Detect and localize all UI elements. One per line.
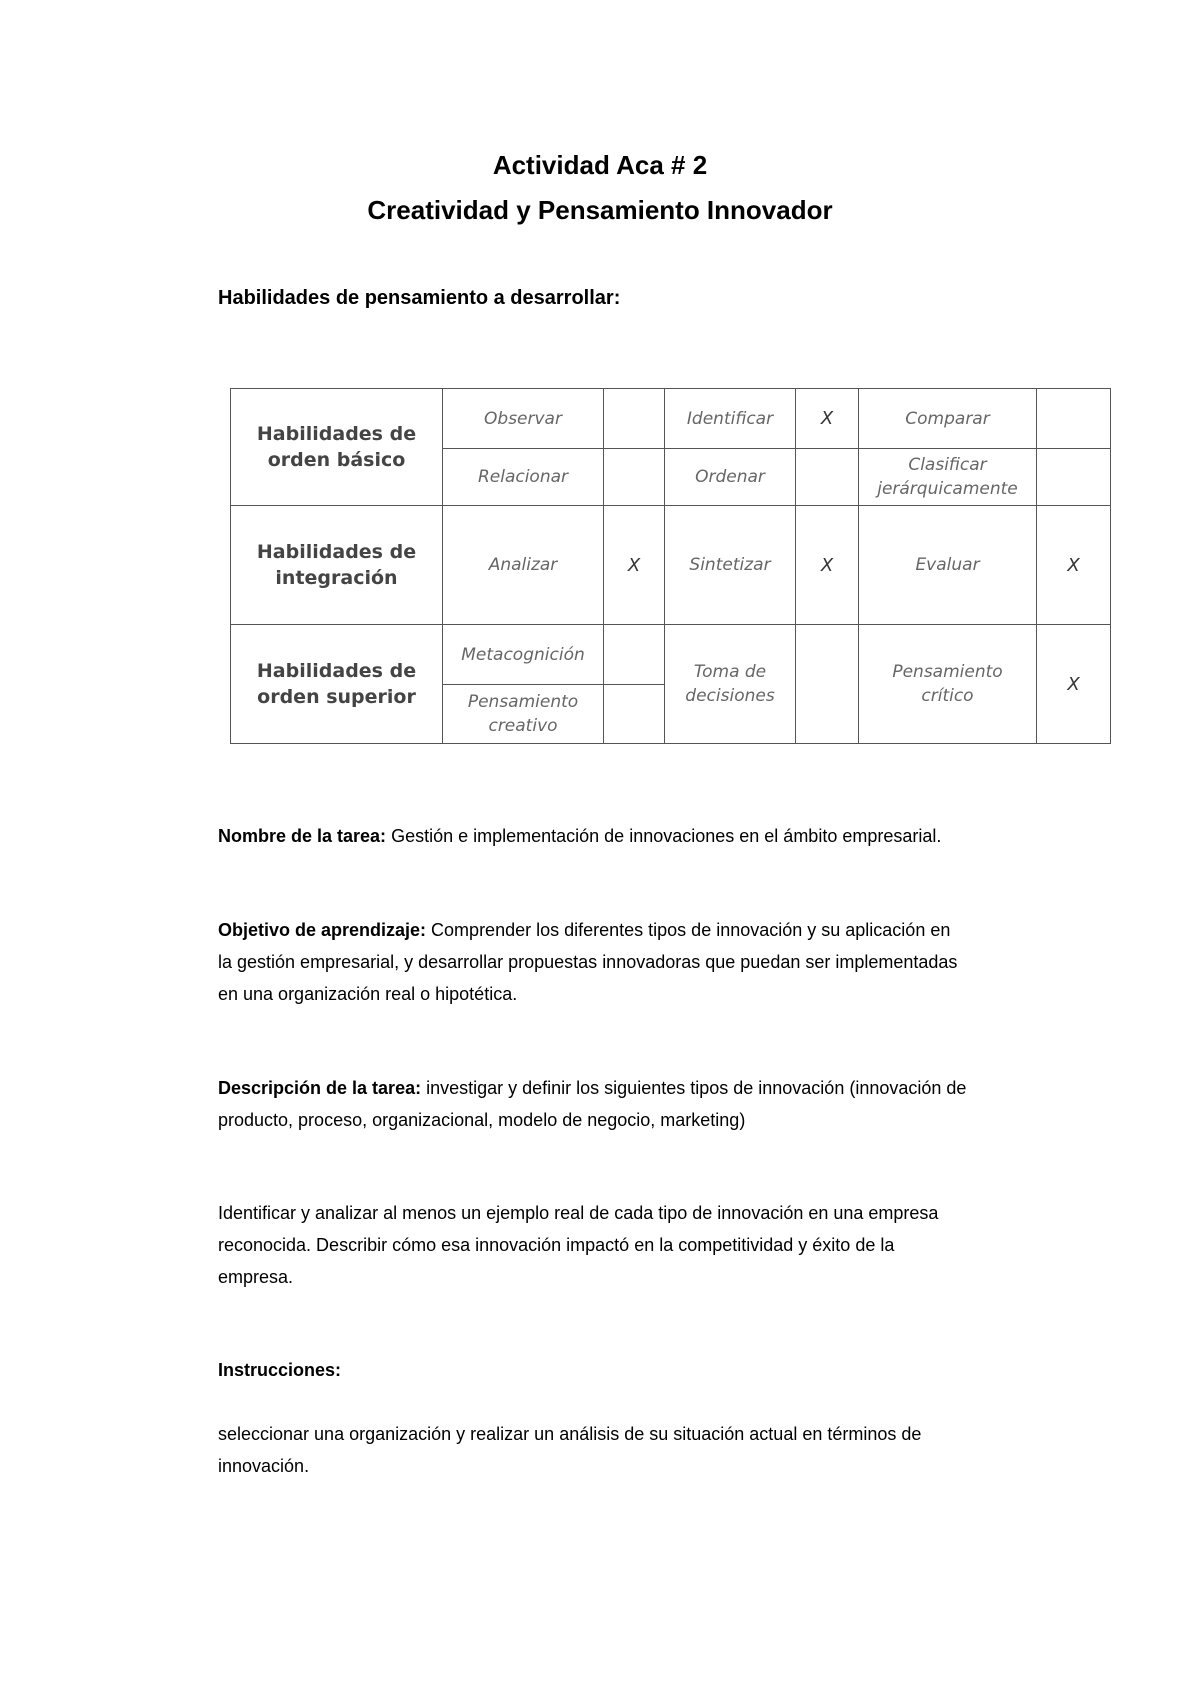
- document-subtitle: Creatividad y Pensamiento Innovador: [367, 195, 833, 225]
- skill-pensamiento-creativo: Pensamiento creativo: [443, 685, 604, 744]
- row-head-superior: Habilidades de orden superior: [231, 625, 443, 744]
- objective-label: Objetivo de aprendizaje:: [218, 920, 427, 940]
- skills-heading: Habilidades de pensamiento a desarrollar:: [218, 287, 621, 309]
- skill-analizar: Analizar: [443, 506, 604, 625]
- skill-relacionar: Relacionar: [443, 449, 604, 506]
- mark-identificar: X: [796, 389, 859, 449]
- mark-ordenar: [796, 449, 859, 506]
- skill-toma-decisiones: Toma de decisiones: [665, 625, 796, 744]
- skill-ordenar: Ordenar: [665, 449, 796, 506]
- description-paragraph: Descripción de la tarea: investigar y definir los siguientes tipos de innovación (innovación de producto, proceso, organizacional, modelo de negocio, marketing): [218, 1078, 967, 1130]
- mark-pensamiento-creativo: [604, 685, 665, 744]
- document-title: Actividad Aca # 2: [492, 150, 708, 180]
- skill-pensamiento-critico: Pensamiento crítico: [859, 625, 1037, 744]
- skill-sintetizar: Sintetizar: [665, 506, 796, 625]
- mark-evaluar: X: [1037, 506, 1111, 625]
- instructions-paragraph: seleccionar una organización y realizar un análisis de su situación actual en términos de innovación.: [218, 1424, 922, 1476]
- description-label: Descripción de la tarea:: [218, 1078, 422, 1098]
- row-head-integration: Habilidades de integración: [231, 506, 443, 625]
- skill-comparar: Comparar: [859, 389, 1037, 449]
- row-head-basic: Habilidades de orden básico: [231, 389, 443, 506]
- mark-comparar: [1037, 389, 1111, 449]
- instructions-heading: Instrucciones:: [218, 1360, 342, 1380]
- skill-metacognicion: Metacognición: [443, 625, 604, 685]
- task-name-label: Nombre de la tarea:: [218, 826, 387, 846]
- skill-identificar: Identificar: [665, 389, 796, 449]
- objective-paragraph: Objetivo de aprendizaje: Comprender los diferentes tipos de innovación y su aplicación en la gestión empresarial, y desarrollar propuestas innovadoras que puedan ser implementadas en una organización real o hipotética.: [218, 920, 958, 1004]
- skill-clasificar: Clasificar jerárquicamente: [859, 449, 1037, 506]
- mark-pensamiento-critico: X: [1037, 625, 1111, 744]
- task-name-text: Gestión e implementación de innovaciones en el ámbito empresarial.: [386, 826, 942, 846]
- mark-clasificar: [1037, 449, 1111, 506]
- mark-relacionar: [604, 449, 665, 506]
- skill-evaluar: Evaluar: [859, 506, 1037, 625]
- mark-sintetizar: X: [796, 506, 859, 625]
- identify-paragraph: Identificar y analizar al menos un ejemplo real de cada tipo de innovación en una empresa reconocida. Describir cómo esa innovación impactó en la competitividad y éxito de la empresa.: [218, 1203, 939, 1287]
- mark-toma-decisiones: [796, 625, 859, 744]
- skill-observar: Observar: [443, 389, 604, 449]
- mark-metacognicion: [604, 625, 665, 685]
- mark-observar: [604, 389, 665, 449]
- task-name-paragraph: [218, 820, 1068, 852]
- skills-table: [230, 388, 1111, 744]
- mark-analizar: X: [604, 506, 665, 625]
